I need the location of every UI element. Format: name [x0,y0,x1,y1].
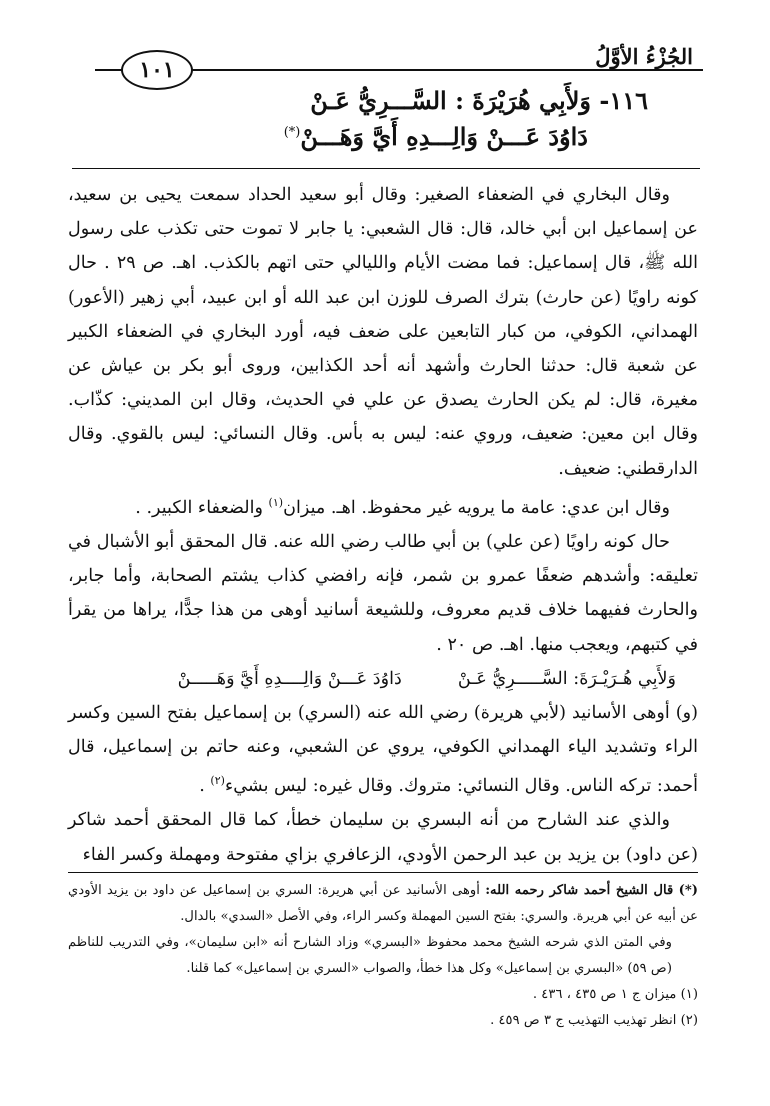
footnote-star-attribution: قال الشيخ أحمد شاكر رحمه الله: [485,883,674,898]
verse-hemistich-left: دَاوُدَ عَـــنْ وَالِــــدِهِ أَيَّ وَهَـــــنْ [177,668,402,689]
commentary-body [68,178,698,872]
paragraph-2 [68,486,698,525]
page-number: ١٠١ [121,50,193,90]
verse-hemistich-right: وَلأَبِي هُـرَيْـرَةَ: السَّـــــرِيُّ عَـنْ [457,668,676,689]
running-header [95,42,703,86]
verse-line [68,662,698,696]
paragraph-4-tail: . [199,776,211,797]
footnote-star [68,878,698,930]
paragraph-4 [68,696,698,803]
verse-heading-line-1: ١١٦- وَلأَبِي هُرَيْرَةَ : السَّـــرِيُّ عَـنْ [310,86,648,115]
footnote-star-continuation: وفي المتن الذي شرحه الشيخ محمد محفوظ «البسري» وزاد الشارح أنه «ابن سليمان»، وفي التدريب للناظم (ص ٥٩) «البسري بن إسماعيل» وكل هذا خطأ، والصواب «السري بن إسماعيل» كما قلنا. [68,935,672,976]
footnote-ref-2: (٢) [210,774,225,788]
footnote-star-text: أوهى الأسانيد عن أبي هريرة: السري بن إسماعيل عن داود بن يزيد الأودي عن أبيه عن أبي هريرة. والسري: بفتح السين المهملة وكسر الراء، وفي الأصل «السدي» بالدال. [68,883,698,924]
footnote-star-mark: (*) [678,883,698,898]
verse-heading-line-2-text: دَاوُدَ عَـــنْ وَالِـــدِهِ أَيَّ وَهَـــنْ [300,122,588,151]
footnote-1: (١) ميزان ج ١ ص ٤٣٥ ، ٤٣٦ . [532,987,698,1002]
verse-footnote-mark: (*) [283,125,301,140]
heading-rule [72,168,700,169]
verse-heading-line-2 [58,122,648,151]
paragraph-5: والذي عند الشارح من أنه البسري بن سليمان خطأ، كما قال المحقق أحمد شاكر (عن داود) بن يزيد بن عبد الرحمن الأودي، الزعافري بزاي مفتوحة ومهملة وكسر الفاء [68,810,698,865]
footnote-rule [68,872,698,873]
footnote-2: (٢) انظر تهذيب التهذيب ج ٣ ص ٤٥٩ . [490,1013,698,1028]
paragraph-3: حال كونه راويًا (عن علي) بن أبي طالب رضي الله عنه. قال المحقق أبو الأشبال في تعليقه: وأشدهم ضعفًا عمرو بن شمر، فإنه رافضي كذاب يشتم الصحابة، وأما جابر، والحارث ففيهما خلاف قديم معروف، وللشيعة أسانيد أوهى من هذا جدًّا، يراها من يقرأ في كتبهم، ويعجب منها. اهـ. ص ٢٠ . [68,531,698,655]
paragraph-2-text: وقال ابن عدي: عامة ما يرويه غير محفوظ. اهـ. ميزان [283,497,670,518]
running-title: الجُزْءُ الأوَّلُ [589,44,699,69]
paragraph-1: وقال البخاري في الضعفاء الصغير: وقال أبو سعيد الحداد سمعت يحيى بن سعيد، عن إسماعيل ابن أبي خالد، قال: قال الشعبي: يا جابر لا تموت حتى تكذب على رسول الله ﷺ، قال إسماعيل: فما مضت الأيام والليالي حتى اتهم بالكذب. اهـ. ص ٢٩ . حال كونه راويًا (عن حارث) بترك الصرف للوزن ابن عبد الله أو ابن عبيد، أبي زهير (الأعور) الهمداني، الكوفي، من كبار التابعين على ضعف فيه، أورد البخاري في الضعفاء الكبير عن شعبة قال: حدثنا الحارث وأشهد أنه أحد الكذابين، وروى أبو بكر بن عياش عن مغيرة، قال: لم يكن الحارث يصدق عن علي في الحديث، وقال ابن المديني: كذّاب. وقال ابن معين: ضعيف، وروي عنه: ليس به بأس. وقال النسائي: ليس بالقوي. وقال الدارقطني: ضعيف. [68,185,698,479]
footnotes [68,878,698,1034]
paragraph-2-tail: والضعفاء الكبير. . [135,497,269,518]
footnote-ref-1: (١) [268,495,284,509]
paragraph-4-text: (و) أوهى الأسانيد (لأبي هريرة) رضي الله عنه (السري) بن إسماعيل بفتح السين وكسر الراء وتشديد الياء الهمداني الكوفي، يروي عن الشعبي، وعنه حاتم بن إسماعيل، قال أحمد: تركه الناس. وقال النسائي: متروك. وقال غيره: ليس بشيء [68,702,698,797]
